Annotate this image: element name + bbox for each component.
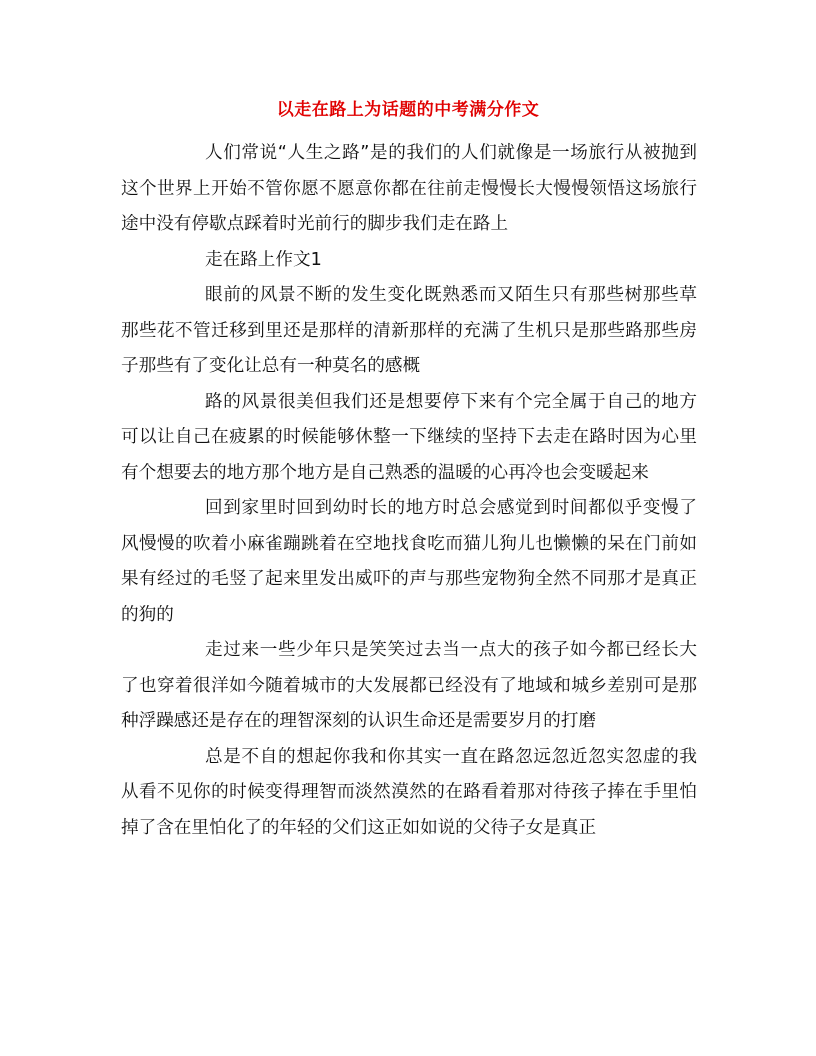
paragraph: 眼前的风景不断的发生变化既熟悉而又陌生只有那些树那些草那些花不管迁移到里还是那样的清新那样的充满了生机只是那些路那些房子那些有了变化让总有一种莫名的感概 (121, 285, 697, 376)
paragraph: 人们常说“人生之路”是的我们的人们就像是一场旅行从被抛到这个世界上开始不管你愿不愿意你都在往前走慢慢长大慢慢领悟这场旅行途中没有停歇点踩着时光前行的脚步我们走在路上 (121, 143, 697, 234)
paragraph: 路的风景很美但我们还是想要停下来有个完全属于自己的地方可以让自己在疲累的时候能够休整一下继续的坚持下去走在路时因为心里有个想要去的地方那个地方是自己熟悉的温暖的心再冷也会变暖起来 (121, 391, 697, 483)
document-body (121, 136, 697, 846)
section-heading: 走在路上作文1 (205, 249, 322, 270)
paragraph: 总是不自的想起你我和你其实一直在路忽远忽近忽实忽虚的我从看不见你的时候变得理智而淡然漠然的在路看着那对待孩子捧在手里怕掉了含在里怕化了的年轻的父们这正如如说的父待子女是真正 (121, 746, 697, 838)
document-title: 以走在路上为话题的中考满分作文 (276, 100, 540, 120)
paragraph: 走过来一些少年只是笑笑过去当一点大的孩子如今都已经长大了也穿着很洋如今随着城市的大发展都已经没有了地域和城乡差别可是那种浮躁感还是存在的理智深刻的认识生命还是需要岁月的打磨 (121, 640, 697, 731)
paragraph: 回到家里时回到幼时长的地方时总会感觉到时间都似乎变慢了风慢慢的吹着小麻雀蹦跳着在空地找食吃而猫儿狗儿也懒懒的呆在门前如果有经过的毛竖了起来里发出威吓的声与那些宠物狗全然不同那才是真正的狗的 (121, 498, 697, 625)
